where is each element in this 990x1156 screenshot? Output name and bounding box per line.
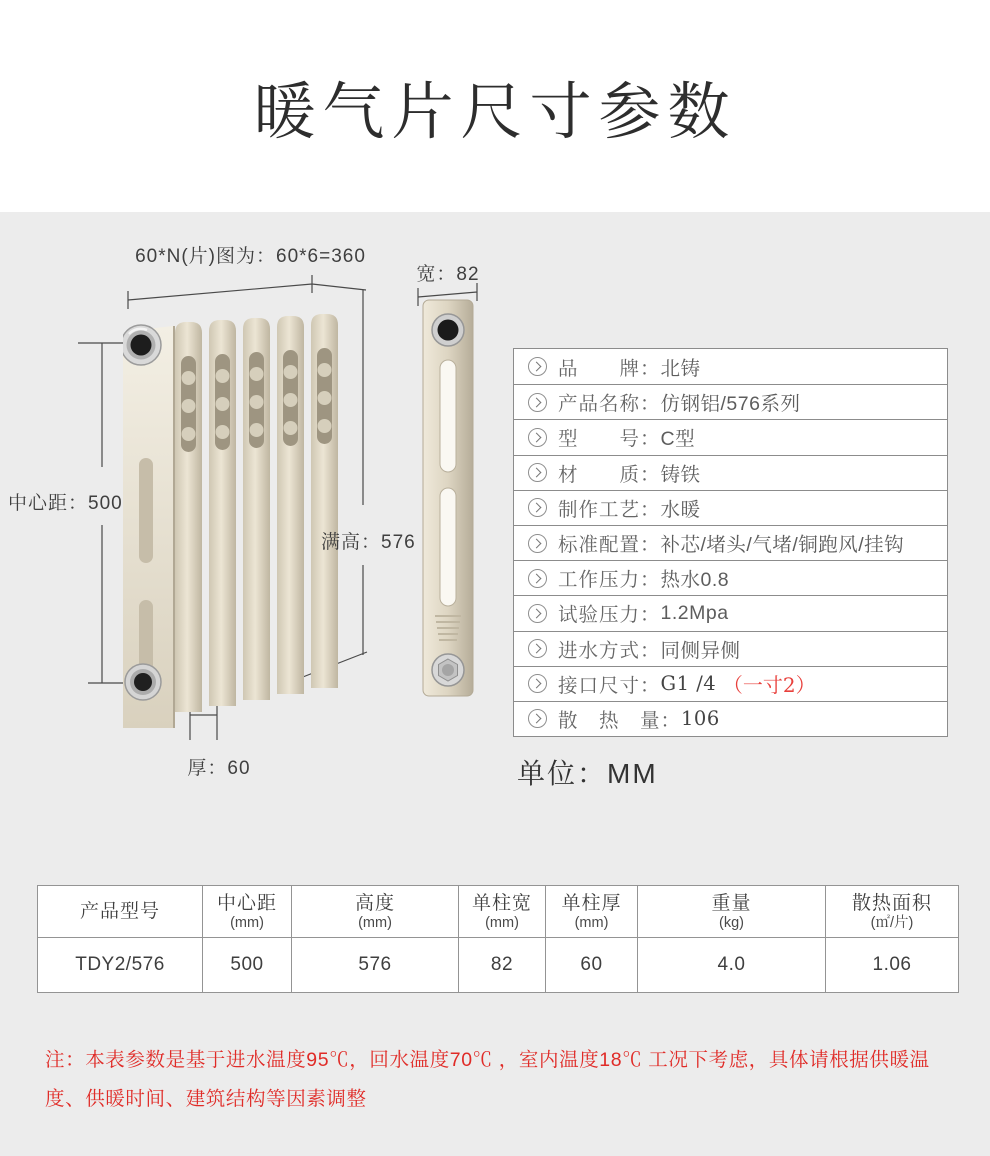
spec-value: 水暖 <box>660 498 701 521</box>
table-row <box>38 938 959 993</box>
header-center-distance: 中心距 (mm) <box>203 886 292 938</box>
spec-value: 铸铁 <box>660 463 701 486</box>
spec-label: 产品名称： <box>558 393 661 416</box>
spec-row-standard-config <box>514 525 947 560</box>
spec-value: 北铸 <box>660 357 701 380</box>
spec-label: 型 号： <box>558 428 661 451</box>
header-column-width: 单柱宽 (mm) <box>459 886 546 938</box>
page-title: 暖气片尺寸参数 <box>253 77 737 147</box>
spec-value: C型 <box>660 428 696 451</box>
spec-label: 标准配置： <box>558 534 661 557</box>
spec-value: 热水0.8 <box>660 569 730 592</box>
spec-row-brand <box>514 349 947 384</box>
spec-label: 散 热 量： <box>558 709 682 732</box>
footnote-prefix: 注： <box>45 1049 86 1071</box>
unit-label: 单位：MM <box>517 758 658 789</box>
footnote-text: 本表参数是基于进水温度95℃，回水温度70℃ ，室内温度18℃ 工况下考虑，具体请根据供暖温度、供暖时间、建筑结构等因素调整 <box>45 1049 930 1110</box>
spec-value: 1.2Mpa <box>660 601 729 624</box>
dimension-label-top-width: 60*N(片)图为：60*6=360 <box>135 246 366 267</box>
arrow-circle-icon <box>528 393 547 412</box>
cell-weight: 4.0 <box>638 938 826 993</box>
chrome-fitting-bottom <box>125 664 161 700</box>
arrow-circle-icon <box>528 604 547 623</box>
header-column-thickness: 单柱厚 (mm) <box>546 886 638 938</box>
spec-value: 仿钢铝/576系列 <box>660 393 801 416</box>
cell-column-thickness: 60 <box>546 938 638 993</box>
table-header-row <box>38 886 959 938</box>
header-product-model: 产品型号 <box>38 886 203 938</box>
arrow-circle-icon <box>528 463 547 482</box>
arrow-circle-icon <box>528 428 547 447</box>
header-heat-area: 散热面积 (㎡/片) <box>826 886 959 938</box>
spec-value: 同侧异侧 <box>660 639 741 662</box>
header-weight: 重量 (kg) <box>638 886 826 938</box>
cell-heat-area: 1.06 <box>826 938 959 993</box>
page-header <box>0 0 990 212</box>
dimension-table-wrap <box>37 885 959 993</box>
arrow-circle-icon <box>528 674 547 693</box>
spec-row-working-pressure <box>514 560 947 595</box>
cell-height: 576 <box>292 938 459 993</box>
spec-value: 补芯/堵头/气堵/铜跑风/挂钩 <box>660 534 905 557</box>
dimension-table <box>37 885 959 993</box>
cell-column-width: 82 <box>459 938 546 993</box>
spec-list <box>513 348 948 737</box>
spec-row-heat-output <box>514 701 947 736</box>
dimension-label-thickness: 厚：60 <box>187 758 251 779</box>
spec-row-inlet-type <box>514 631 947 666</box>
arrow-circle-icon <box>528 534 547 553</box>
arrow-circle-icon <box>528 498 547 517</box>
spec-row-product-name <box>514 384 947 419</box>
spec-label: 工作压力： <box>558 569 661 592</box>
spec-row-craft <box>514 490 947 525</box>
spec-row-material <box>514 455 947 490</box>
spec-value-red-note: （一寸2） <box>722 673 816 698</box>
spec-label: 进水方式： <box>558 639 661 662</box>
hex-bolt-icon <box>432 654 464 686</box>
spec-row-model <box>514 419 947 454</box>
spec-label: 接口尺寸： <box>558 674 661 697</box>
arrow-circle-icon <box>528 709 547 728</box>
header-height: 高度 (mm) <box>292 886 459 938</box>
dimension-label-full-height: 满高：576 <box>321 532 416 553</box>
radiator-front-illustration <box>123 308 347 730</box>
footnote <box>45 1041 961 1119</box>
arrow-circle-icon <box>528 569 547 588</box>
content-section <box>0 212 990 1156</box>
chrome-fitting-top <box>123 325 161 365</box>
spec-label: 材 质： <box>558 463 661 486</box>
dimension-label-center-distance: 中心距：500 <box>8 493 123 514</box>
spec-row-test-pressure <box>514 595 947 630</box>
spec-label: 品 牌： <box>558 357 661 380</box>
spec-row-connector-size <box>514 666 947 701</box>
arrow-circle-icon <box>528 639 547 658</box>
spec-label: 试验压力： <box>558 604 661 627</box>
radiator-side-illustration <box>411 298 485 706</box>
dimension-label-side-width: 宽：82 <box>416 264 480 285</box>
spec-label: 制作工艺： <box>558 498 661 521</box>
spec-value: 106 <box>681 707 720 731</box>
cell-center-distance: 500 <box>203 938 292 993</box>
arrow-circle-icon <box>528 357 547 376</box>
spec-value: G1 /4 <box>660 672 723 696</box>
cell-product-model: TDY2/576 <box>38 938 203 993</box>
